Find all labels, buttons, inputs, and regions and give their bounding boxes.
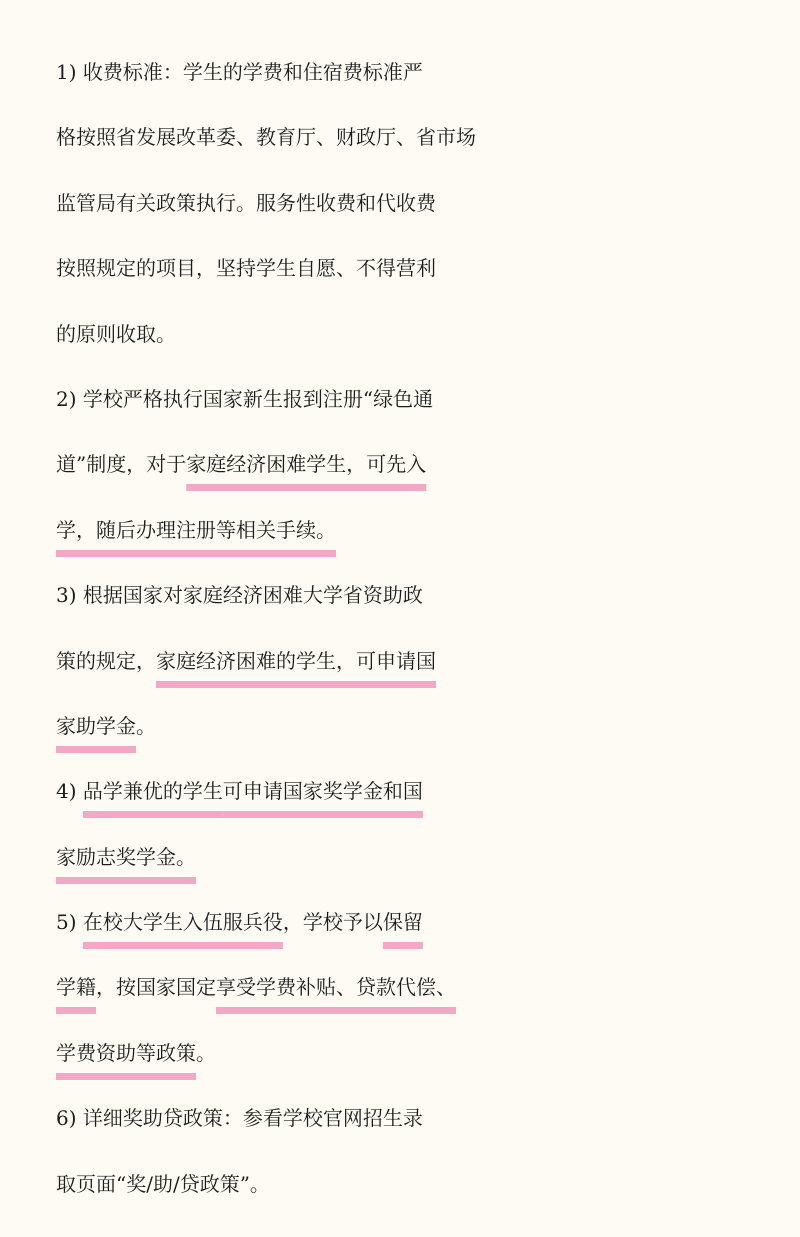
text-line (56, 105, 800, 170)
text-span: 监管局有关政策执行。服务性收费和代收费 (56, 190, 436, 215)
highlighted-text: 在校大学生入伍服兵役 (82, 910, 283, 935)
text-span: 6) 详细奖助贷政策：参看学校官网招生录 (56, 1106, 423, 1131)
highlighted-text: 保留 (382, 910, 423, 935)
policy-item-6 (56, 1086, 800, 1217)
highlighted-text: 可申请国家奖学金和国 (222, 779, 423, 804)
text-line (56, 563, 800, 628)
text-line (56, 955, 800, 1020)
text-line (56, 1021, 800, 1086)
text-line (56, 1086, 800, 1151)
highlighted-text: 学籍 (56, 975, 96, 1000)
text-span: 4) (56, 779, 83, 804)
policy-item-2 (56, 367, 800, 563)
text-line (56, 236, 800, 301)
highlighted-text: 家助学金 (56, 713, 136, 738)
text-span: 的原则收取。 (56, 321, 176, 346)
text-span: 策的规定， (56, 648, 156, 673)
text-span: 。 (196, 1040, 216, 1065)
highlighted-text: 学，随后办理注册等相关手续。 (56, 517, 336, 542)
text-line (56, 1152, 800, 1217)
highlighted-text: 家庭经济困难学生，可先入 (186, 452, 427, 477)
policy-item-4 (56, 759, 800, 890)
text-line (56, 40, 800, 105)
text-line (56, 694, 800, 759)
policy-item-3 (56, 563, 800, 759)
text-span: 1) 收费标准：学生的学费和住宿费标准严 (56, 60, 423, 84)
highlighted-text: 学费资助等政策 (56, 1040, 196, 1065)
text-line (56, 171, 800, 236)
text-line (56, 890, 800, 955)
text-span: 5) (56, 910, 83, 935)
text-line (56, 302, 800, 367)
policy-item-1 (56, 40, 800, 367)
text-line (56, 825, 800, 890)
text-span: ，按国家国定 (96, 975, 216, 1000)
text-line (56, 367, 800, 432)
text-span: 3) 根据国家对家庭经济困难大学省资助政 (56, 583, 423, 608)
text-span: 。 (136, 713, 156, 738)
text-line (56, 759, 800, 824)
highlighted-text: 家庭经济困难的学生，可申请国 (156, 648, 436, 673)
highlighted-text: 享受学费补贴、贷款代偿、 (216, 975, 456, 1000)
text-line (56, 432, 800, 497)
text-span: ，学校予以 (282, 910, 383, 935)
text-span: 按照规定的项目，坚持学生自愿、不得营利 (56, 256, 436, 281)
highlighted-text: 品学兼优的学生 (82, 779, 223, 804)
text-line (56, 629, 800, 694)
policy-item-5 (56, 890, 800, 1086)
text-span: 道”制度，对于 (56, 452, 187, 477)
text-span: 取页面“奖/助/贷政策”。 (56, 1171, 270, 1196)
text-span: 格按照省发展改革委、教育厅、财政厅、省市场 (56, 125, 476, 150)
text-line (56, 498, 800, 563)
highlighted-text: 家励志奖学金。 (56, 844, 196, 869)
text-span: 2) 学校严格执行国家新生报到注册“绿色通 (56, 386, 434, 411)
